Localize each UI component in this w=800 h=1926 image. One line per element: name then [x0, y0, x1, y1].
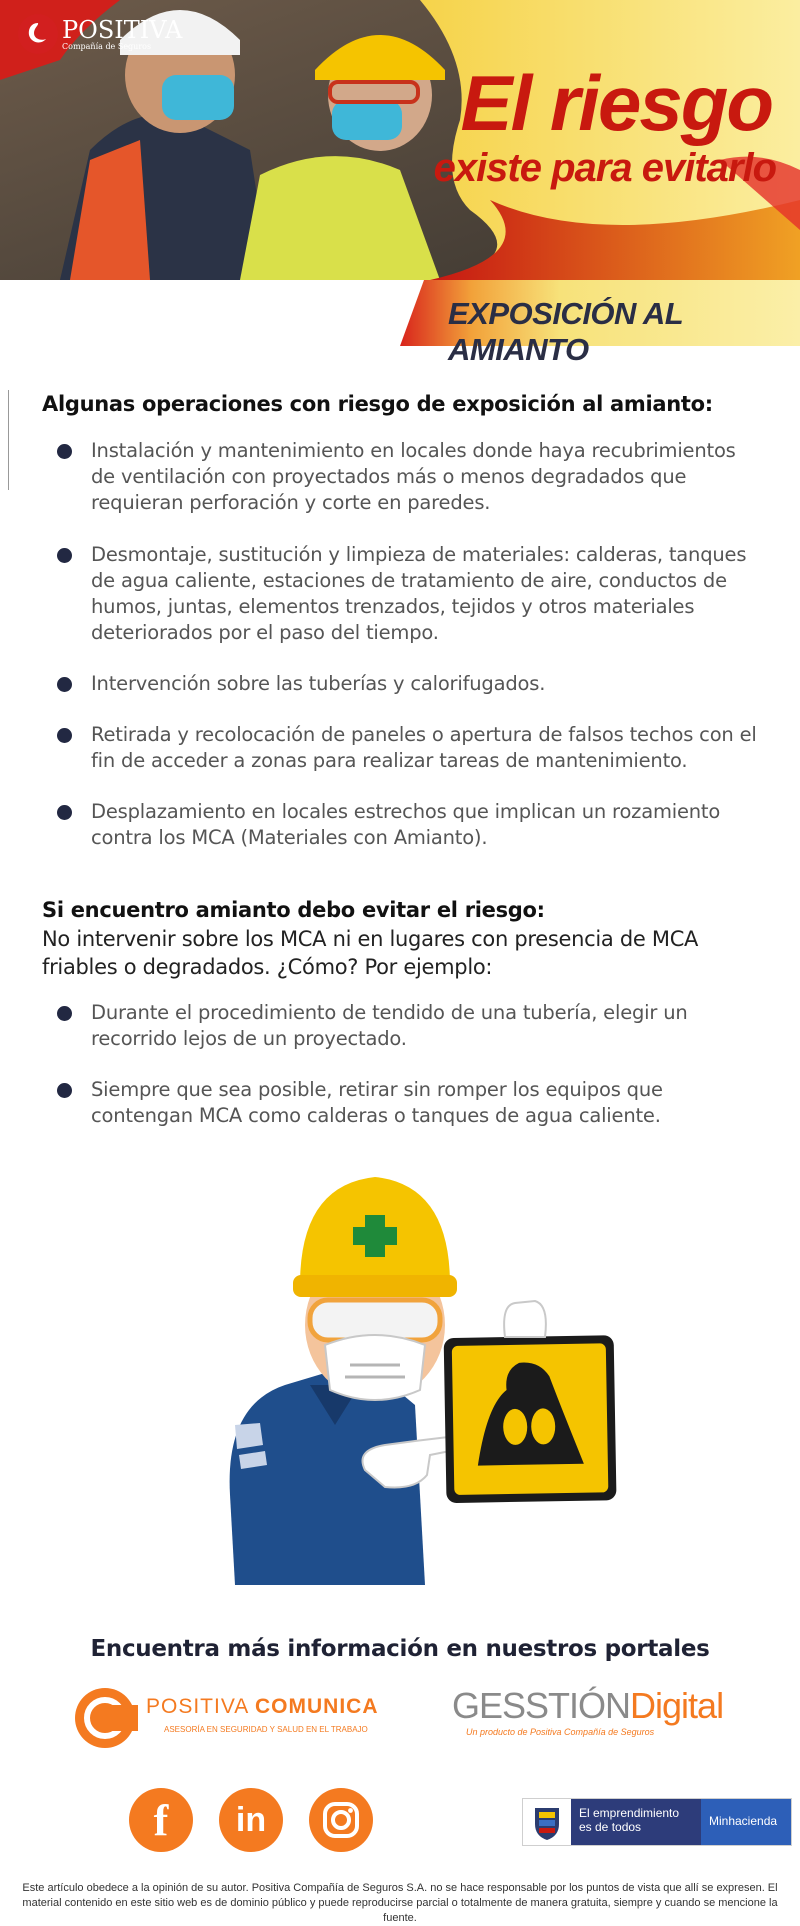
title-line-2: existe para evitarlo [433, 146, 776, 190]
list-item: Retirada y recolocación de paneles o apertura de falsos techos con el fin de acceder a zonas para realizar tareas de mantenimiento. [55, 722, 765, 774]
header-banner [0, 0, 800, 280]
digital-word: Digital [630, 1685, 724, 1726]
disclaimer-text: Este artículo obedece a la opinión de su autor. Positiva Compañía de Seguros S.A. no se hace responsable por los puntos de vista que allí se expresen. El material contenido en este sitio web es de dominio público y puede reproducirse parcial o totalmente de manera gratuita, siempre y cuando se mencione la fuente. [22, 1882, 778, 1924]
colombia-shield-icon [527, 1802, 567, 1842]
bullet-icon [57, 805, 72, 820]
bullet-icon [57, 677, 72, 692]
comunica-word-b: COMUNICA [255, 1695, 379, 1718]
section2-list [55, 1000, 765, 1129]
portals-heading: Encuentra más información en nuestros portales [90, 1636, 710, 1662]
gesstion-word: GESSTIÓN [452, 1685, 631, 1726]
list-item: Desplazamiento en locales estrechos que implican un rozamiento contra los MCA (Materiales con Amianto). [55, 799, 765, 851]
gov-slogan-2: es de todos [579, 1820, 642, 1834]
section1-list [55, 438, 765, 851]
list-item: Siempre que sea posible, retirar sin romper los equipos que contengan MCA como calderas o tanques de agua caliente. [55, 1077, 765, 1129]
positiva-comunica-logo[interactable] [72, 1685, 392, 1755]
gov-slogan-1: El emprendimiento [579, 1806, 680, 1820]
gesstion-subtitle: Un producto de Positiva Compañía de Seguros [466, 1727, 655, 1737]
gov-ministry: Minhacienda [709, 1814, 778, 1828]
title-line-1: El riesgo [460, 59, 772, 147]
list-item: Instalación y mantenimiento en locales donde haya recubrimientos de ventilación con proyectados más o menos degradados que requieran perforación y corte en paredes. [55, 438, 765, 516]
gesstion-digital-logo[interactable] [452, 1685, 752, 1755]
comunica-subtitle: ASESORÍA EN SEGURIDAD Y SALUD EN EL TRABAJO [164, 1725, 368, 1734]
linkedin-icon[interactable]: in [219, 1788, 283, 1852]
logo-subtitle: Compañía de Seguros [62, 41, 152, 51]
list-item: Durante el procedimiento de tendido de una tubería, elegir un recorrido lejos de un proyectado. [55, 1000, 765, 1052]
vertical-credit-note [6, 390, 12, 490]
gov-badge[interactable] [522, 1798, 792, 1846]
section1-heading: Algunas operaciones con riesgo de exposición al amianto: [42, 392, 713, 416]
facebook-icon[interactable]: f [129, 1788, 193, 1852]
comunica-word-a: POSITIVA [146, 1695, 249, 1718]
section2-intro: No intervenir sobre los MCA ni en lugares con presencia de MCA friables o degradados. ¿Cómo? Por ejemplo: [42, 927, 699, 979]
logo-name: POSITIVA [62, 15, 183, 44]
section2-heading: Si encuentro amianto debo evitar el riesgo: [42, 898, 545, 922]
bullet-icon [57, 728, 72, 743]
bullet-icon [57, 444, 72, 459]
positiva-logo-mark [18, 14, 58, 54]
bullet-icon [57, 1083, 72, 1098]
banner-title: EXPOSICIÓN AL AMIANTO [448, 296, 683, 367]
comunica-c-icon [72, 1685, 138, 1751]
list-item: Intervención sobre las tuberías y calorifugados. [55, 671, 765, 697]
instagram-icon[interactable] [309, 1788, 373, 1852]
bullet-icon [57, 1006, 72, 1021]
bullet-icon [57, 548, 72, 563]
positiva-logo[interactable] [18, 14, 182, 54]
list-item: Desmontaje, sustitución y limpieza de materiales: calderas, tanques de agua caliente, estaciones de tratamiento de aire, conductos de humos, juntas, elementos trenzados, tejidos y otros materiales deteriorados por el paso del tiempo. [55, 542, 765, 646]
worker-illustration [215, 1165, 625, 1585]
